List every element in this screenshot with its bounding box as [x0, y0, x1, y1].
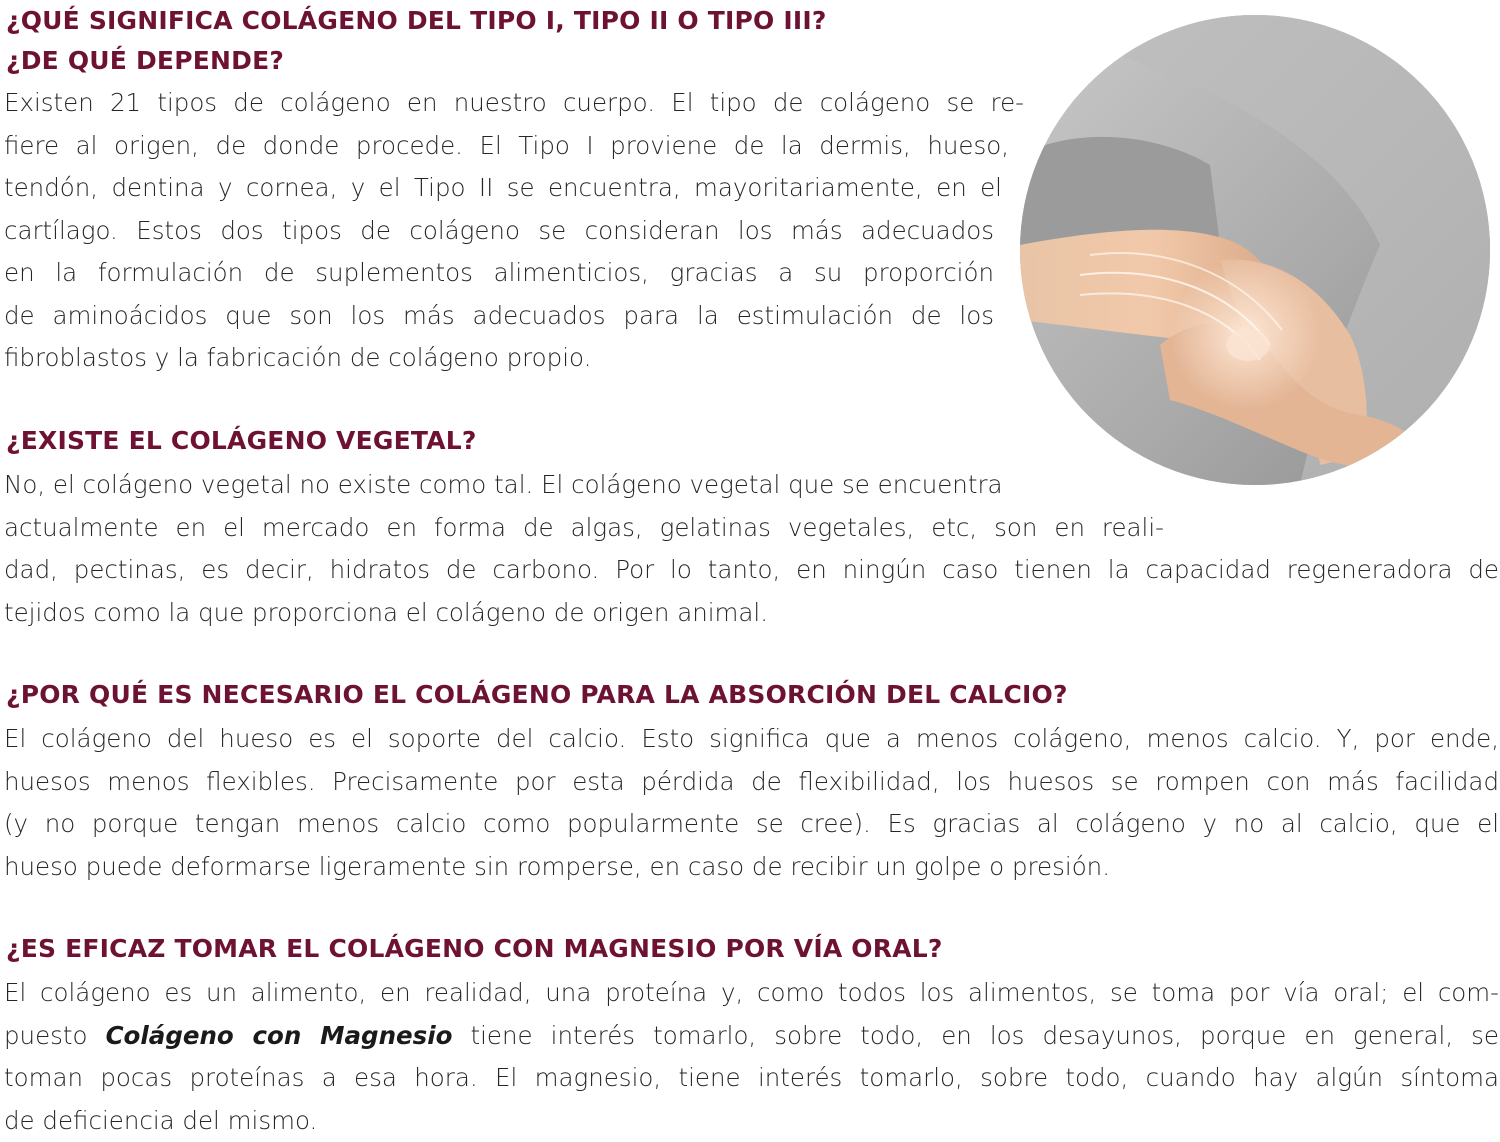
elbow-pain-illustration: [1020, 15, 1490, 485]
section-2-heading: ¿EXISTE EL COLÁGENO VEGETAL?: [6, 422, 477, 460]
paragraph-line: fiere al origen, de donde procede. El Tipo I proviene de la dermis, hueso,: [4, 125, 1009, 168]
paragraph-line-rest: tiene interés tomarlo, sobre todo, en los desayunos, porque en general, se: [471, 1021, 1499, 1050]
paragraph-line: [4, 1015, 1499, 1058]
section-2-paragraph: [4, 464, 1499, 634]
section-4-heading: ¿ES EFICAZ TOMAR EL COLÁGENO CON MAGNESIO POR VÍA ORAL?: [6, 930, 943, 968]
paragraph-line: fibroblastos y la fabricación de colágeno propio.: [4, 337, 1024, 380]
section-1-heading-line-1: ¿QUÉ SIGNIFICA COLÁGENO DEL TIPO I, TIPO II O TIPO III?: [6, 2, 827, 40]
paragraph-line: de aminoácidos que son los más adecuados para la estimulación de los: [4, 295, 994, 338]
section-4-paragraph: [4, 972, 1499, 1142]
section-1-heading-line-2: ¿DE QUÉ DEPENDE?: [6, 42, 284, 80]
paragraph-line: Existen 21 tipos de colágeno en nuestro cuerpo. El tipo de colágeno se re-: [4, 82, 1024, 125]
paragraph-line: dad, pectinas, es decir, hidratos de carbono. Por lo tanto, en ningún caso tienen la capacidad regeneradora de: [4, 549, 1499, 592]
section-3-paragraph: [4, 718, 1499, 888]
paragraph-line: de deficiencia del mismo.: [4, 1100, 1499, 1142]
paragraph-line: tendón, dentina y cornea, y el Tipo II se encuentra, mayoritariamente, en el: [4, 167, 1002, 210]
section-1-paragraph: [4, 82, 1024, 380]
paragraph-line: actualmente en el mercado en forma de algas, gelatinas vegetales, etc, son en reali-: [4, 507, 1164, 550]
paragraph-line: en la formulación de suplementos alimenticios, gracias a su proporción: [4, 252, 994, 295]
paragraph-line: toman pocas proteínas a esa hora. El magnesio, tiene interés tomarlo, sobre todo, cuando hay algún síntoma: [4, 1057, 1499, 1100]
elbow-pain-photo: [1020, 15, 1490, 485]
paragraph-line-prefix: puesto: [4, 1021, 88, 1050]
section-3-heading: ¿POR QUÉ ES NECESARIO EL COLÁGENO PARA LA ABSORCIÓN DEL CALCIO?: [6, 676, 1068, 714]
paragraph-line: tejidos como la que proporciona el colágeno de origen animal.: [4, 592, 1499, 635]
paragraph-line: huesos menos flexibles. Precisamente por esta pérdida de flexibilidad, los huesos se rompen con más facilidad: [4, 761, 1499, 804]
paragraph-line: El colágeno es un alimento, en realidad, una proteína y, como todos los alimentos, se toma por vía oral; el com-: [4, 972, 1499, 1015]
paragraph-line: No, el colágeno vegetal no existe como tal. El colágeno vegetal que se encuentra: [4, 464, 1092, 507]
product-name: Colágeno con Magnesio: [106, 1021, 453, 1050]
paragraph-line: hueso puede deformarse ligeramente sin romperse, en caso de recibir un golpe o presión.: [4, 846, 1499, 889]
paragraph-line: El colágeno del hueso es el soporte del calcio. Esto significa que a menos colágeno, menos calcio. Y, por ende,: [4, 718, 1499, 761]
paragraph-line: (y no porque tengan menos calcio como popularmente se cree). Es gracias al colágeno y no al calcio, que el: [4, 803, 1499, 846]
paragraph-line: cartílago. Estos dos tipos de colágeno se consideran los más adecuados: [4, 210, 994, 253]
